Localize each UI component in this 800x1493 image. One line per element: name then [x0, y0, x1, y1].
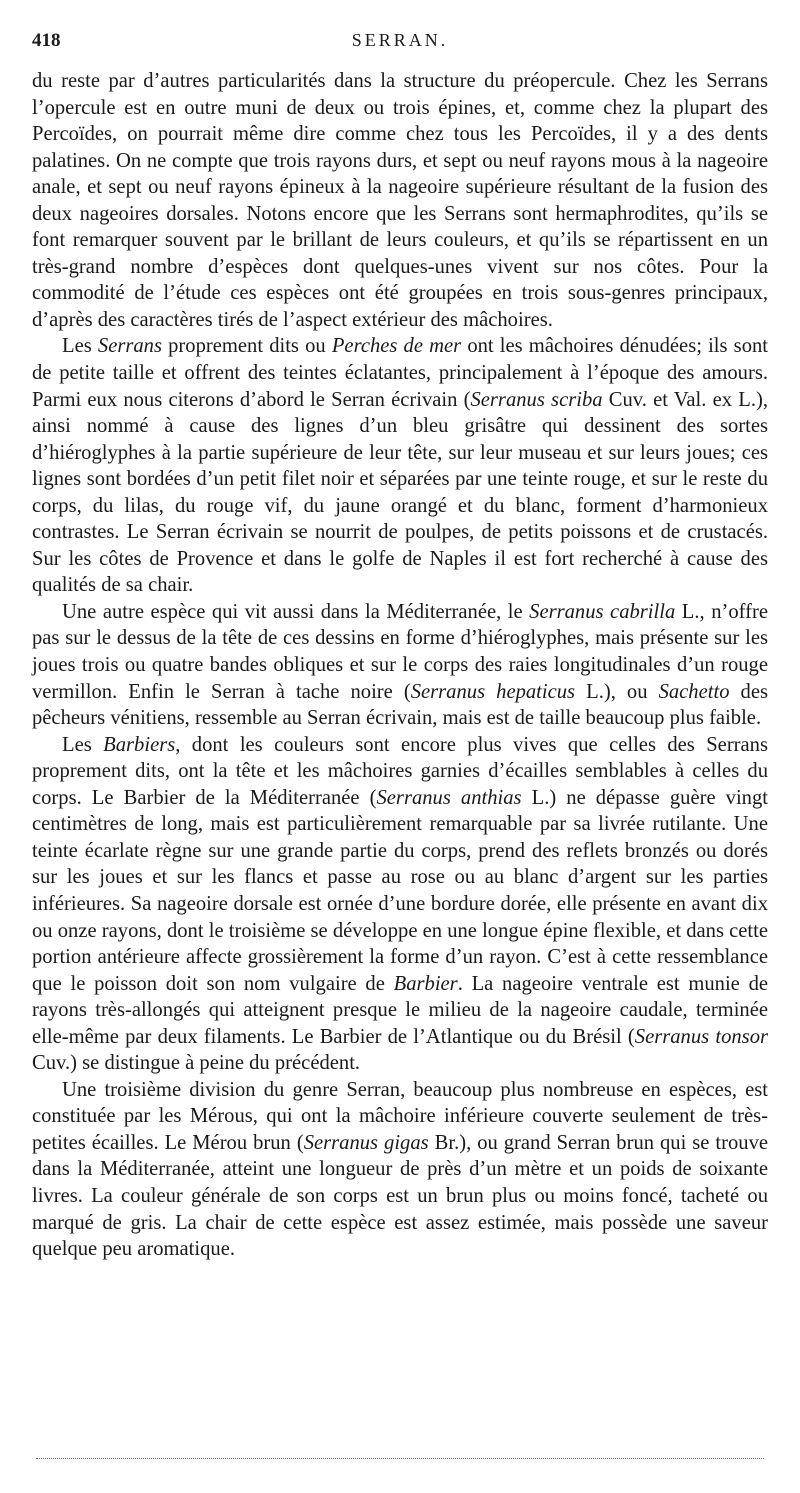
- paragraph: [32, 333, 768, 598]
- paragraph: [32, 68, 768, 333]
- italic-run: Serrans: [97, 335, 162, 358]
- text-run: Une autre espèce qui vit aussi dans la Méditerranée, le: [62, 600, 530, 623]
- text-run: ont les mâchoires dénudées; ils sont de petite taille et offrent des teintes éclatantes, principalement à l’époque des amours. Parmi eux nous citerons d’abord le Serran écrivain (: [32, 335, 769, 411]
- text-run: , dont les couleurs sont encore plus vives que celles des Serrans proprement dits, ont la tête et les mâchoires garnies d’écailles semblables à celles du corps. Le Barbier de la Méditerranée (: [32, 733, 768, 809]
- italic-run: Sachetto: [658, 680, 730, 703]
- italic-run: Serranus tonsor: [634, 1025, 769, 1048]
- italic-run: Serranus anthias: [376, 786, 522, 809]
- italic-run: Barbiers: [103, 733, 176, 756]
- text-run: L.) ne dépasse guère vingt centimètres de long, mais est particulièrement remarquable par sa livrée rutilante. Une teinte écarlate règne sur une grande partie du corps, prend des reflets bronzés ou dorés sur les joues et sur les flancs et passe au rose ou au blanc d’argent sur les parties inférieures. Sa nageoire dorsale est ornée d’une bordure dorée, elle présente en avant dix ou onze rayons, dont le troisième se développe en une longue épine flexible, et dans cette portion antérieure affecte grossièrement la forme d’un rayon. C’est à cette ressemblance que le poisson doit son nom vulgaire de: [32, 786, 768, 995]
- text-run: . La nageoire ventrale est munie de rayons très-allongés qui atteignent presque le milieu de la nageoire caudale, terminée elle-même par deux filaments. Le Barbier de l’Atlantique ou du Brésil (: [32, 972, 769, 1048]
- text-run: du reste par d’autres particularités dans la structure du préopercule. Chez les Serrans l’opercule est en outre muni de deux ou trois épines, et, comme chez la plupart des Percoïdes, on pourrait même dire comme chez tous les Percoïdes, il y a des dents palatines. On ne compte que trois rayons durs, et sept ou neuf rayons mous à la nageoire anale, et sept ou neuf rayons épineux à la nageoire supérieure résultant de la fusion des deux nageoires dorsales. Notons encore que les Serrans sont hermaphrodites, qu’ils se font remarquer souvent par le brillant de leurs couleurs, et qu’ils se répartissent en un très-grand nombre d’espèces dont quelques-unes vivent sur nos côtes. Pour la commodité de l’étude ces espèces ont été groupées en trois sous-genres principaux, d’après des caractères tirés de l’aspect extérieur des mâchoires.: [32, 70, 768, 331]
- italic-run: Serranus scriba: [470, 388, 603, 411]
- italic-run: Serranus cabrilla: [529, 600, 676, 623]
- page: [32, 30, 768, 1263]
- text-run: L.), ou: [575, 680, 659, 703]
- italic-run: Perches de mer: [331, 335, 462, 358]
- running-head: SERRAN.: [351, 30, 449, 50]
- footer-rule: [36, 1458, 764, 1459]
- text-run: des pêcheurs vénitiens, ressemble au Serran écrivain, mais est de taille beaucoup plus faible.: [32, 680, 769, 730]
- italic-run: Serranus hepaticus: [410, 680, 576, 703]
- body-text: [32, 68, 768, 1263]
- paragraph: [32, 599, 768, 732]
- text-run: Br.), ou grand Serran brun qui se trouve dans la Méditerranée, atteint une longueur de près d’un mètre et un poids de soixante livres. La couleur générale de son corps est un brun plus ou moins foncé, tacheté ou marqué de gris. La chair de cette espèce est assez estimée, mais possède une saveur quelque peu aromatique.: [32, 1131, 769, 1261]
- text-run: Une troisième division du genre Serran, beaucoup plus nombreuse en espèces, est constituée par les Mérous, qui ont la mâchoire inférieure couverte seulement de très-petites écailles. Le Mérou brun (: [32, 1078, 768, 1154]
- text-run: Cuv. et Val. ex L.), ainsi nommé à cause des lignes d’un bleu grisâtre qui dessinent des sortes d’hiéroglyphes à la partie supérieure de leur tête, sur leur museau et sur leurs joues; ces lignes sont bordées d’un petit filet noir et séparées par une teinte rouge, et sur le reste du corps, du lilas, du rouge vif, du jaune orangé et du blanc, forment d’harmonieux contrastes. Le Serran écrivain se nourrit de poulpes, de petits poissons et de crustacés. Sur les côtes de Provence et dans le golfe de Naples il est fort recherché à cause des qualités de sa chair.: [32, 388, 768, 597]
- text-run: Cuv.) se distingue à peine du précédent.: [32, 1052, 361, 1075]
- page-header: [32, 30, 768, 60]
- text-run: Les: [62, 733, 104, 756]
- text-run: Les: [62, 335, 98, 358]
- italic-run: Barbier: [393, 972, 458, 995]
- italic-run: Serranus gigas: [303, 1131, 429, 1154]
- text-run: proprement dits ou: [161, 335, 332, 358]
- paragraph: [32, 1077, 768, 1263]
- paragraph: [32, 732, 768, 1077]
- page-number: 418: [32, 30, 61, 51]
- text-run: L., n’offre pas sur le dessus de la tête de ces dessins en forme d’hiéroglyphes, mais présente sur les joues trois ou quatre bandes obliques et sur le corps des raies longitudinales d’un rouge vermillon. Enfin le Serran à tache noire (: [32, 600, 768, 703]
